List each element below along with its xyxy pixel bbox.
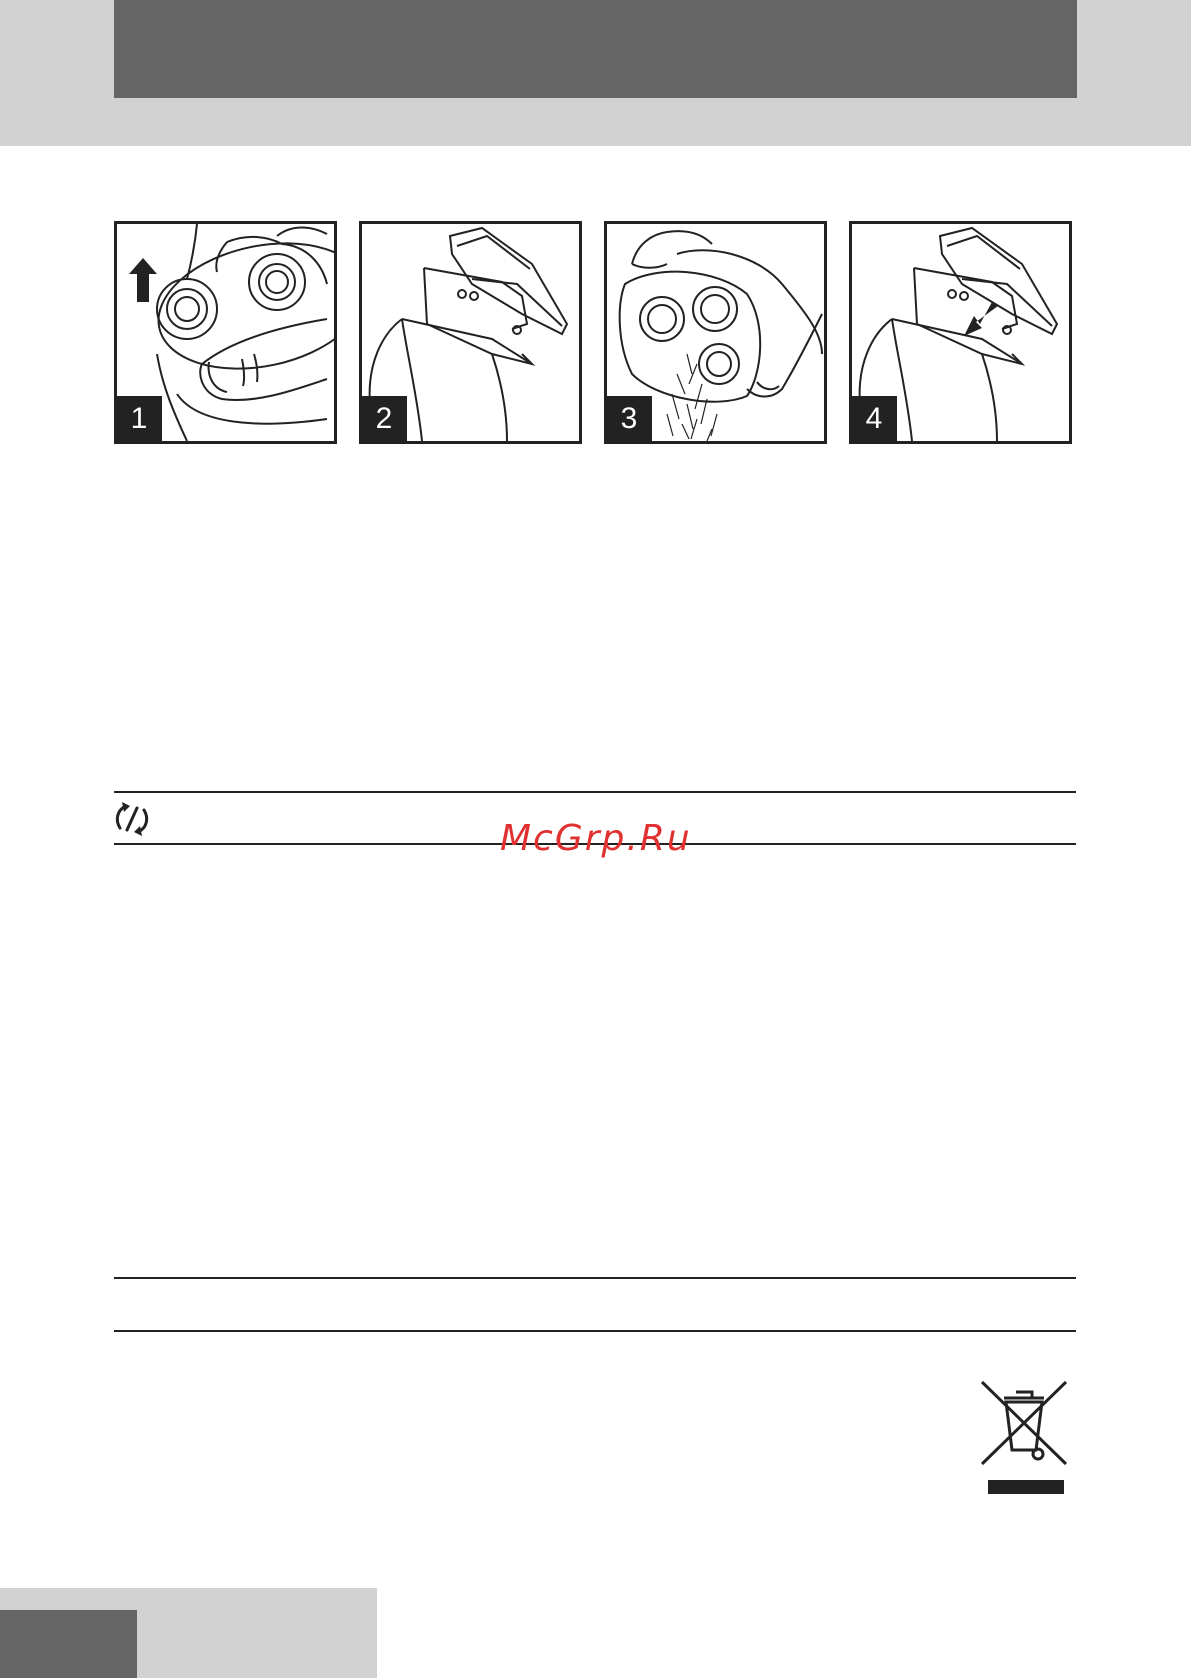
footer-tab (0, 1610, 137, 1678)
step-number: 1 (116, 396, 162, 442)
step-2-illustration (359, 221, 582, 444)
header-bar (114, 0, 1077, 98)
step-number: 3 (606, 396, 652, 442)
crossed-bin-icon (978, 1378, 1070, 1496)
step-4-illustration (849, 221, 1072, 444)
section-rule-top (114, 1277, 1076, 1279)
step-3-illustration (604, 221, 827, 444)
step-number: 2 (361, 396, 407, 442)
watermark: McGrp.Ru (500, 818, 692, 859)
section-rule-top (114, 791, 1076, 793)
section-rule-bottom (114, 1330, 1076, 1332)
recycle-icon (112, 800, 152, 838)
step-1-illustration (114, 221, 337, 444)
step-number: 4 (851, 396, 897, 442)
